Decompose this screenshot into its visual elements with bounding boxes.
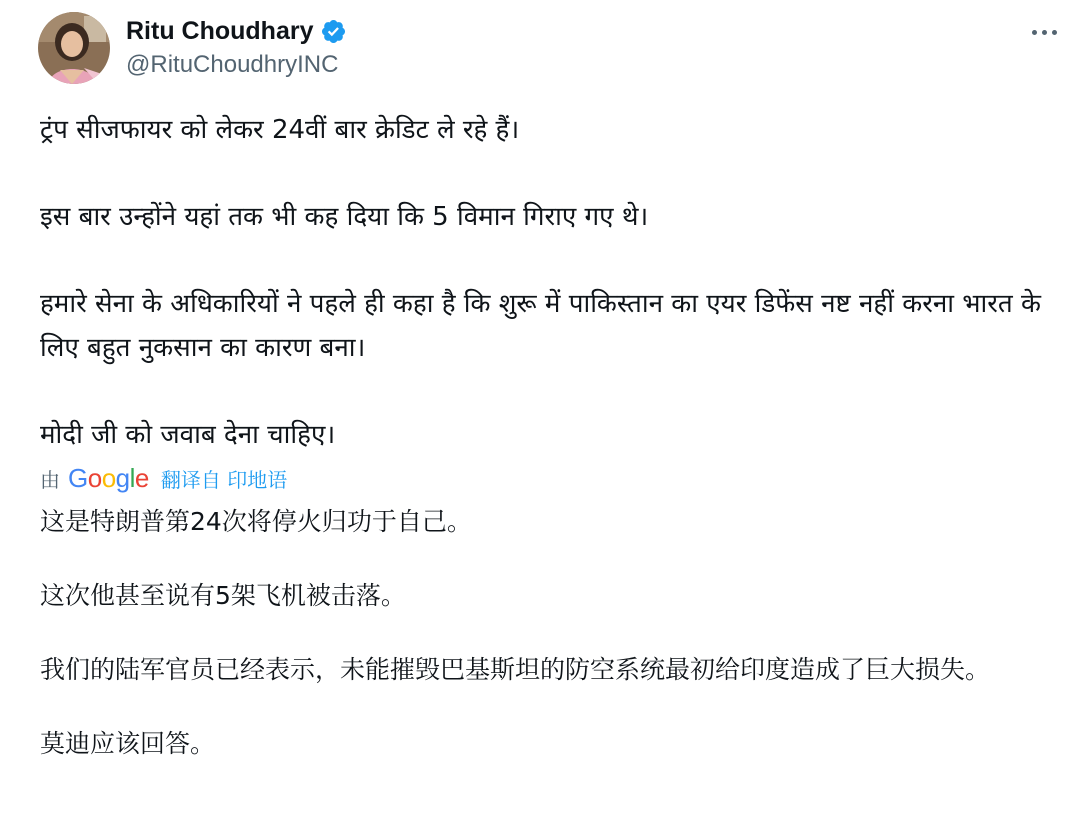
tweet-paragraph: ट्रंप सीजफायर को लेकर 24वीं बार क्रेडिट ले रहे हैं। <box>40 115 520 145</box>
google-logo: Google <box>68 462 149 493</box>
display-name[interactable]: Ritu Choudhary <box>126 16 314 45</box>
translated-paragraph: 这次他甚至说有5架飞机被击落。 <box>40 581 406 610</box>
dot <box>1042 30 1047 35</box>
translated-paragraph: 我们的陆军官员已经表示，未能摧毁巴基斯坦的防空系统最初给印度造成了巨大损失。 <box>40 655 991 684</box>
tweet-text <box>40 108 1060 457</box>
verified-badge-icon[interactable] <box>320 18 347 45</box>
tweet-paragraph: हमारे सेना के अधिकारियों ने पहले ही कहा है कि शुरू में पाकिस्तान का एयर डिफेंस नष्ट नहीं करना भारत के लिए बहुत नुकसान का कारण बना। <box>40 289 1041 363</box>
translated-paragraph: 这是特朗普第24次将停火归功于自己。 <box>40 507 472 536</box>
translation-attribution <box>40 461 287 495</box>
dot <box>1032 30 1037 35</box>
avatar[interactable] <box>38 12 110 84</box>
translation-source-link[interactable]: 翻译自 印地语 <box>160 467 288 492</box>
tweet-paragraph: मोदी जी को जवाब देना चाहिए। <box>40 420 336 450</box>
more-options-icon[interactable] <box>1024 18 1064 46</box>
dot <box>1052 30 1057 35</box>
translated-text <box>40 503 1060 763</box>
tweet-paragraph: इस बार उन्होंने यहां तक भी कह दिया कि 5 विमान गिराए गए थे। <box>40 202 649 232</box>
avatar-image <box>38 12 110 84</box>
user-handle[interactable]: @RituChoudhryINC <box>126 51 339 78</box>
name-row <box>126 14 347 48</box>
author-info <box>126 14 347 79</box>
translated-by-label: 由 <box>40 467 60 492</box>
translated-paragraph: 莫迪应该回答。 <box>40 729 216 758</box>
